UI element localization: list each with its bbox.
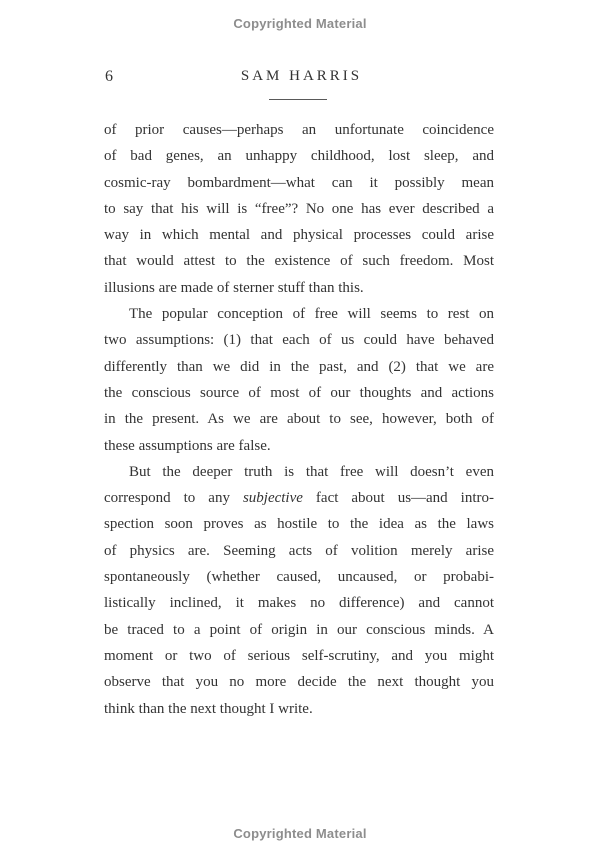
- text-line: of prior causes—perhaps an unfortunate coincidence: [104, 122, 494, 138]
- text-line: the conscious source of most of our thoughts and actions: [104, 384, 494, 401]
- text-line: of bad genes, an unhappy childhood, lost sleep, and: [104, 148, 494, 165]
- text-line: illusions are made of sterner stuff than this.: [104, 279, 364, 296]
- text-segment: correspond to any: [104, 490, 243, 507]
- text-line: these assumptions are false.: [104, 437, 271, 454]
- text-line: [104, 485, 494, 511]
- text-line: listically inclined, it makes no difference) and cannot: [104, 595, 494, 612]
- text-line: two assumptions: (1) that each of us could have behaved: [104, 332, 494, 349]
- text-line: of physics are. Seeming acts of volition merely arise: [104, 542, 494, 559]
- running-title: SAM HARRIS: [240, 68, 363, 84]
- text-line: differently than we did in the past, and (2) that we are: [104, 358, 494, 375]
- header-rule: [269, 99, 327, 100]
- text-line: spontaneously (whether caused, uncaused, or probabi-: [104, 569, 494, 586]
- text-line: moment or two of serious self-scrutiny, and you might: [104, 647, 494, 664]
- text-line: that would attest to the existence of such freedom. Most: [104, 253, 494, 270]
- copyright-banner-top: Copyrighted Material: [233, 16, 367, 31]
- text-line: be traced to a point of origin in our conscious minds. A: [104, 621, 494, 638]
- text-line: to say that his will is “free”? No one has ever described a: [104, 200, 494, 217]
- text-line: observe that you no more decide the next thought you: [104, 674, 494, 691]
- page-number: 6: [105, 68, 113, 85]
- text-line: cosmic-ray bombardment—what can it possibly mean: [104, 174, 494, 191]
- text-segment: fact about us—and intro-: [302, 490, 495, 507]
- text-line: spection soon proves as hostile to the idea as the laws: [104, 516, 494, 533]
- page-header: [104, 68, 496, 88]
- text-line: in the present. As we are about to see, however, both of: [104, 411, 494, 428]
- text-line: way in which mental and physical processes could arise: [104, 227, 494, 244]
- italic-text: subjective: [242, 490, 303, 507]
- text-line: The popular conception of free will seems to rest on: [129, 306, 494, 323]
- text-line: think than the next thought I write.: [104, 700, 313, 717]
- copyright-banner-bottom: Copyrighted Material: [233, 826, 367, 841]
- page-text: [104, 117, 494, 722]
- text-line: But the deeper truth is that free will doesn’t even: [129, 463, 494, 480]
